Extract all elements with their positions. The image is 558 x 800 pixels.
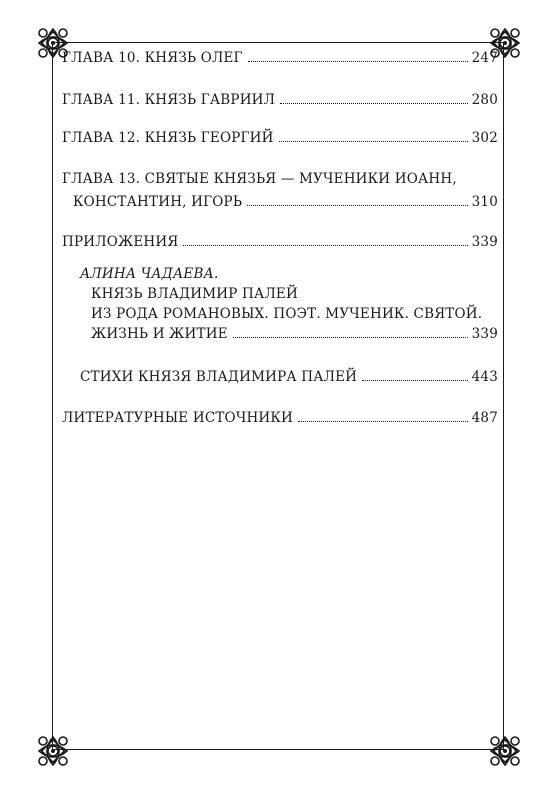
leader-dots: [247, 205, 468, 206]
toc-entry-chapter-10[interactable]: [62, 50, 498, 66]
toc-entry-title: ЛИТЕРАТУРНЫЕ ИСТОЧНИКИ: [62, 410, 294, 426]
toc-page-number: 487: [471, 410, 498, 426]
corner-ornament-icon: [35, 733, 71, 769]
leader-dots: [183, 245, 467, 246]
toc-entry-title: СТИХИ КНЯЗЯ ВЛАДИМИРА ПАЛЕЙ: [80, 369, 358, 385]
toc-entry-title: ГЛАВА 12. КНЯЗЬ ГЕОРГИЙ: [62, 130, 274, 146]
page-border-frame: [52, 42, 504, 750]
toc-entry-title-line[interactable]: КНЯЗЬ ВЛАДИМИР ПАЛЕЙ: [91, 286, 298, 302]
toc-entry-title: ЖИЗНЬ И ЖИТИЕ: [91, 326, 228, 342]
toc-page-number: 339: [471, 234, 498, 250]
toc-entry-title: КОНСТАНТИН, ИГОРЬ: [73, 194, 243, 210]
leader-dots: [298, 421, 468, 422]
toc-page-number: 339: [471, 326, 498, 342]
toc-page-number: 443: [471, 369, 498, 385]
leader-dots: [279, 141, 468, 142]
toc-entry-title-line[interactable]: ГЛАВА 13. СВЯТЫЕ КНЯЗЬЯ — МУЧЕНИКИ ИОАНН,: [62, 171, 457, 187]
author-name: АЛИНА ЧАДАЕВА.: [80, 266, 219, 282]
toc-page-number: 302: [471, 130, 498, 146]
toc-entry-title: ГЛАВА 11. КНЯЗЬ ГАВРИИЛ: [62, 92, 276, 108]
toc-page-number: 247: [471, 50, 498, 66]
leader-dots: [248, 61, 468, 62]
toc-entry-chapter-12[interactable]: [62, 130, 498, 146]
toc-entry-title: ПРИЛОЖЕНИЯ: [62, 234, 179, 250]
toc-entry-appendix[interactable]: [62, 234, 498, 250]
leader-dots: [233, 337, 468, 338]
toc-entry-poems[interactable]: [80, 369, 498, 385]
corner-ornament-icon: [487, 733, 523, 769]
toc-page-number: 310: [471, 194, 498, 210]
toc-entry-title: ГЛАВА 10. КНЯЗЬ ОЛЕГ: [62, 50, 243, 66]
toc-entry-sources[interactable]: [62, 410, 498, 426]
toc-page-number: 280: [471, 92, 498, 108]
toc-entry-chadaeva[interactable]: [91, 326, 498, 342]
toc-entry-chapter-11[interactable]: [62, 92, 498, 108]
toc-entry-chapter-13[interactable]: [73, 194, 498, 210]
leader-dots: [362, 380, 467, 381]
leader-dots: [280, 103, 468, 104]
toc-entry-title-line[interactable]: ИЗ РОДА РОМАНОВЫХ. ПОЭТ. МУЧЕНИК. СВЯТОЙ.: [91, 306, 483, 322]
